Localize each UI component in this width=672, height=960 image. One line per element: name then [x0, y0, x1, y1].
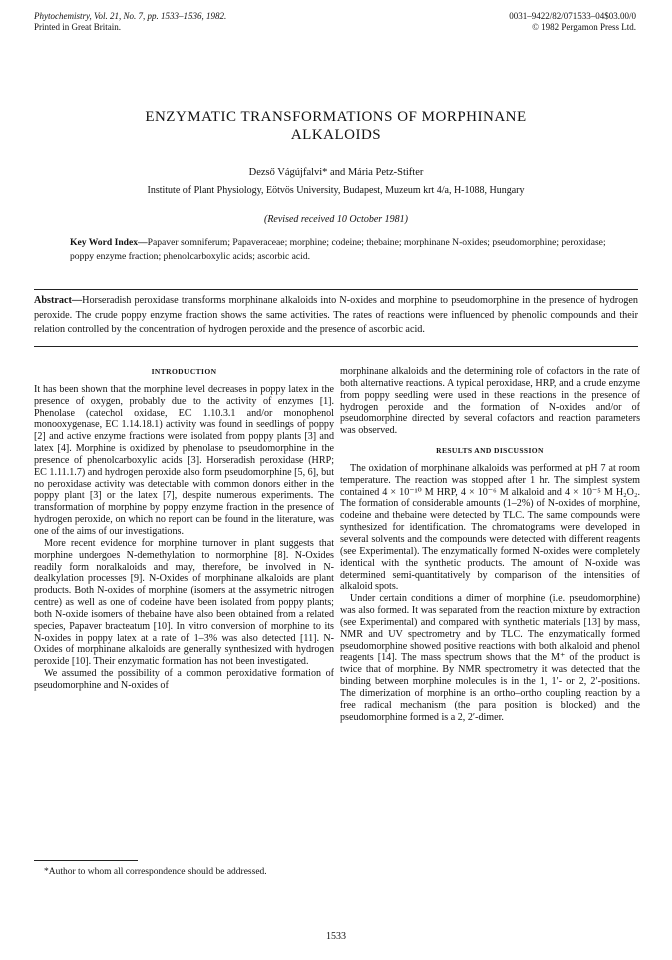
introduction-heading: INTRODUCTION	[151, 367, 217, 376]
footnote: *Author to whom all correspondence should be addressed.	[44, 867, 267, 877]
paragraph: Under certain conditions a dimer of morphine (i.e. pseudomorphine) was also formed. It was separated from the reaction mixture by extraction (see Experimental) and compared with synthetic materials [13] by mass, NMR and UV spectrometry and by TLC. The enzymatically formed pseudomorphine showed positive reactions with both alkaloid and phenol reagents [14]. The mass spectrum shows that the M⁺ of the product is twice that of morphine. By NMR spectrometry it was detected that the binding between morphine molecules is in the 1, 1′- or 2, 2′-positions. The dimerization of morphine is an ortho–ortho coupling reaction by a free radical mechanism (the para position is blocked) and the pseudomorphine formed is a 2, 2′-dimer.	[340, 593, 640, 723]
paragraph: We assumed the possibility of a common peroxidative formation of pseudomorphine and N-oxides of	[34, 668, 334, 691]
abstract-top-rule	[34, 289, 638, 290]
printed-location: Printed in Great Britain.	[34, 22, 121, 32]
article-code: 0031–9422/82/071533–04$03.00/0	[509, 11, 636, 21]
authors: Dezső Vágújfalvi* and Mária Petz-Stifter	[248, 167, 424, 178]
keyword-list: Papaver somniferum; Papaveraceae; morphine; codeine; thebaine; morphinane N-oxides; pseudomorphine; peroxidase; poppy enzyme fraction; phenolcarboxylic acids; ascorbic acid.	[70, 237, 606, 262]
paragraph: The oxidation of morphinane alkaloids was performed at pH 7 at room temperature. The reaction was stopped after 1 hr. The simplest system contained 4 × 10⁻¹⁰ M HRP, 4 × 10⁻⁶ M alkaloid and 4 × 10⁻⁵ M H₂O₂. The formation of considerable amounts (1–2%) of N-oxides of morphine, codeine and thebaine were detected by TLC. The same compounds were synthesized for identification. The chromatograms were developed in several solvents and the compounds were detected with different reagents (see Experimental). The enzymatically formed N-oxides were completely identical with the synthetic products. The amount of N-oxide was determined semi-quantitatively by comparison of the intensities of alkaloid spots.	[340, 462, 640, 593]
abstract	[34, 294, 638, 338]
left-column	[34, 366, 334, 692]
journal-header	[34, 11, 226, 33]
title-line-2: ALKALOIDS	[290, 127, 382, 143]
paragraph: It has been shown that the morphine level decreases in poppy latex in the presence of oxygen, probably due to the activity of enzymes [1]. Phenolase (catechol oxidase, EC 1.10.3.1 and/or monophenol monooxygenase, EC 1.14.18.1) activity was found in seedlings of poppy [2] and active enzyme fractions were isolated from poppy plants [3] and latex [4]. Morphine is oxidized by phenolase to pseudomorphine in the presence of phenolcarboxylic acids [3]. Horseradish peroxidase (HRP; EC 1.11.1.7) and hydrogen peroxide also form pseudomorphine [5, 6], but no peroxidase activity was detectable with common donors either in the poppy plant [3] or the latex [7], despite numerous experiments. The transformation of morphine by poppy enzyme fraction in the presence of hydrogen peroxide, on which no report can be found in the literature, was one of the aims of our investigations.	[34, 383, 334, 537]
right-column	[340, 366, 640, 723]
title-line-1: ENZYMATIC TRANSFORMATIONS OF MORPHINANE	[145, 109, 527, 125]
article-title	[0, 108, 672, 144]
abstract-label: Abstract—	[34, 295, 83, 306]
page-number: 1533	[326, 931, 346, 942]
keyword-index-label: Key Word Index—	[70, 237, 148, 248]
footnote-rule	[34, 860, 138, 861]
paragraph: More recent evidence for morphine turnover in plant suggests that morphine undergoes N-demethylation to normorphine [8]. N-Oxides readily form noralkaloids and may, therefore, be involved in N-dealkylation processes [9]. N-Oxides of morphinane alkaloids are plant products. Both N-oxides of morphine (isomers at the assymetric nitrogen centre) as well as one of codeine have been isolated from poppy plants; both N-oxide isomers of thebaine have also been obtained from a related species, Papaver bracteatum [10]. In vitro conversion of morphine to its N-oxides in poppy latex at a rate of 1–3% was also detected [11]. N-Oxides of morphinane alkaloids are generally synthesized with hydrogen peroxide [10]. Their enzymatic formation has not been investigated.	[34, 537, 334, 668]
paragraph: morphinane alkaloids and the determining role of cofactors in the rate of both alternative reactions. A typical peroxidase, HRP, and a crude enzyme from poppy seedling were used in these reactions in the presence of hydrogen peroxide and the formation of N-oxides and/or of pseudomorphine directed by several cofactors and reaction parameters was observed.	[340, 366, 640, 437]
received-date: (Revised received 10 October 1981)	[263, 214, 408, 225]
abstract-text: Horseradish peroxidase transforms morphinane alkaloids into N-oxides and morphine to pseudomorphine in the presence of hydrogen peroxide. The crude poppy enzyme fraction shows the same activities. The rates of reactions were influenced by phenolic compounds and their relation controlled by the concentration of hydrogen peroxide and the presence of ascorbic acid.	[34, 295, 638, 335]
copyright-header	[509, 11, 636, 33]
copyright-line: © 1982 Pergamon Press Ltd.	[532, 22, 636, 32]
journal-citation: Phytochemistry, Vol. 21, No. 7, pp. 1533–1536, 1982.	[34, 11, 227, 21]
abstract-bottom-rule	[34, 346, 638, 347]
keyword-index	[70, 236, 610, 263]
affiliation: Institute of Plant Physiology, Eötvös University, Budapest, Muzeum krt 4/a, H-1088, Hungary	[147, 185, 525, 196]
results-heading: RESULTS AND DISCUSSION	[436, 446, 544, 456]
